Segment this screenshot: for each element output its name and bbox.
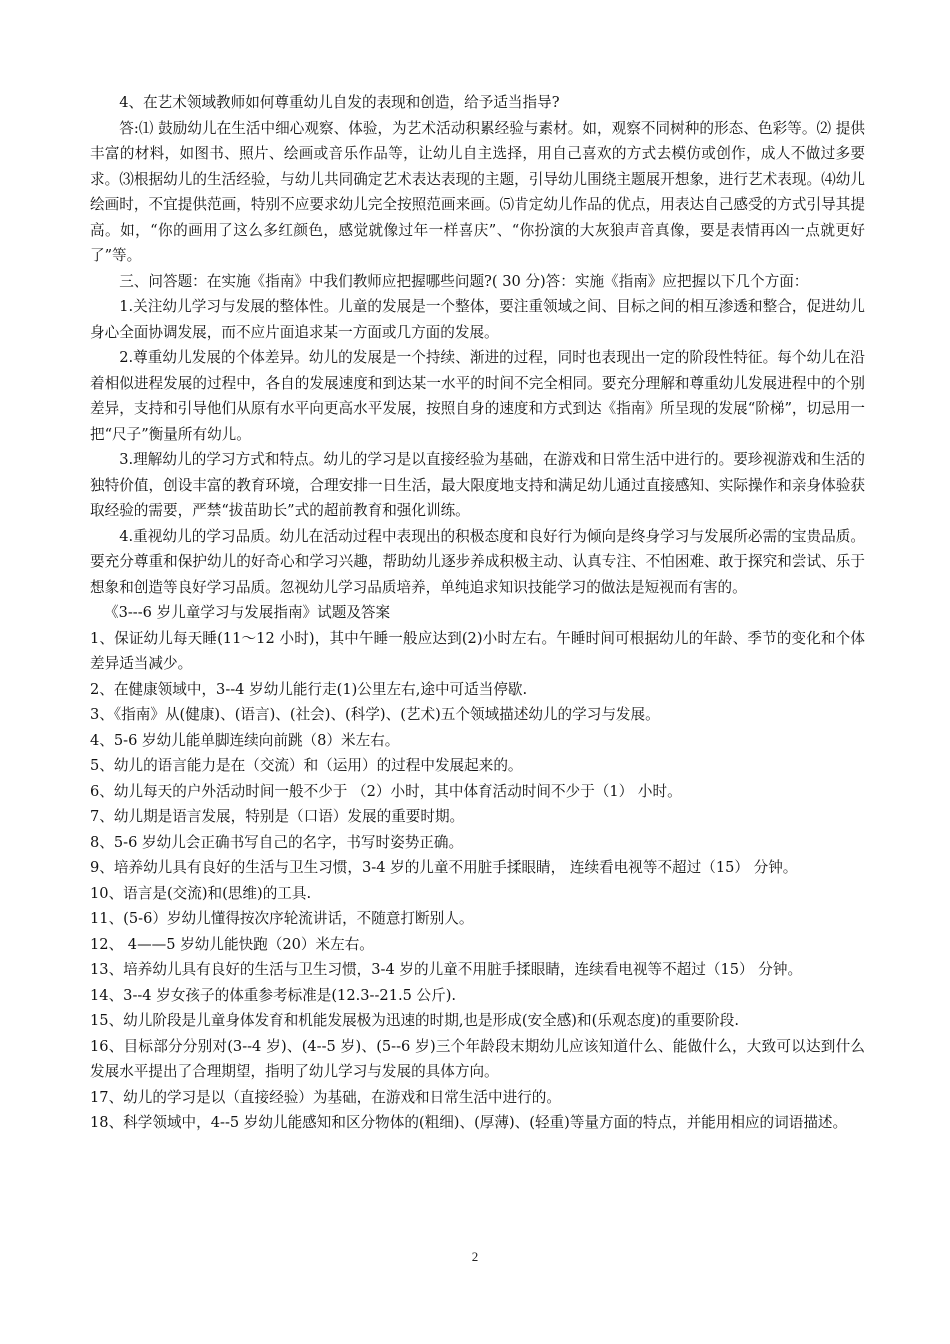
quiz-item: 5、幼儿的语言能力是在（交流）和（运用）的过程中发展起来的。 (90, 757, 523, 774)
section3-point: 4.重视幼儿的学习品质。幼儿在活动过程中表现出的积极态度和良好行为倾向是终身学习与发展所必需的宝贵品质。要充分尊重和保护幼儿的好奇心和学习兴趣，帮助幼儿逐步养成积极主动、认真专注、不怕困难、敢于探究和尝试、乐于想象和创造等良好学习品质。忽视幼儿学习品质培养，单纯追求知识技能学习的做法是短视而有害的。 (90, 527, 865, 596)
section3-point: 2.尊重幼儿发展的个体差异。幼儿的发展是一个持续、渐进的过程，同时也表现出一定的阶段性特征。每个幼儿在沿着相似进程发展的过程中，各自的发展速度和到达某一水平的时间不完全相同。要充分理解和尊重幼儿发展进程中的个别差异，支持和引导他们从原有水平向更高水平发展，按照自身的速度和方式到达《指南》所呈现的发展“阶梯”，切忌用一把“尺子”衡量所有幼儿。 (90, 349, 865, 443)
quiz-item: 2、在健康领域中，3--4 岁幼儿能行走(1)公里左右,途中可适当停歇. (90, 680, 528, 698)
quiz-item: 14、3--4 岁女孩子的体重参考标准是(12.3--21.5 公斤). (90, 986, 457, 1004)
quiz-item: 4、5-6 岁幼儿能单脚连续向前跳（8）米左右。 (90, 731, 400, 749)
q4-question: 4、在艺术领域教师如何尊重幼儿自发的表现和创造，给予适当指导? (119, 94, 560, 111)
quiz-item: 16、目标部分分别对(3--4 岁)、(4--5 岁)、(5--6 岁)三个年龄段末期幼儿应该知道什么、能做什么，大致可以达到什么发展水平提出了合理期望，指明了幼儿学习与发展的具体方向。 (90, 1037, 865, 1080)
quiz-item: 9、培养幼儿具有良好的生活与卫生习惯，3-4 岁的儿童不用脏手揉眼睛， 连续看电视等不超过（15） 分钟。 (90, 859, 798, 876)
section3-point: 1.关注幼儿学习与发展的整体性。儿童的发展是一个整体，要注重领域之间、目标之间的相互渗透和整合，促进幼儿身心全面协调发展，而不应片面追求某一方面或几方面的发展。 (90, 298, 865, 341)
quiz-item: 15、幼儿阶段是儿童身体发育和机能发展极为迅速的时期,也是形成(安全感)和(乐观态度)的重要阶段. (90, 1012, 739, 1029)
quiz-item: 12、 4——5 岁幼儿能快跑（20）米左右。 (90, 935, 374, 953)
quiz-item: 3、《指南》从(健康)、(语言)、(社会)、(科学)、(艺术)五个领域描述幼儿的学习与发展。 (90, 706, 660, 723)
quiz-item: 10、语言是(交流)和(思维)的工具. (90, 884, 312, 902)
quiz-item: 17、幼儿的学习是以（直接经验）为基础，在游戏和日常生活中进行的。 (90, 1088, 561, 1106)
section3-point: 3.理解幼儿的学习方式和特点。幼儿的学习是以直接经验为基础，在游戏和日常生活中进行的。要珍视游戏和生活的独特价值，创设丰富的教育环境，合理安排一日生活，最大限度地支持和满足幼儿通过直接感知、实际操作和亲身体验获取经验的需要，严禁“拔苗助长”式的超前教育和强化训练。 (90, 451, 865, 519)
quiz-item: 18、科学领域中，4--5 岁幼儿能感知和区分物体的(粗细)、(厚薄)、(轻重)等量方面的特点，并能用相应的词语描述。 (90, 1114, 848, 1131)
quiz-item: 6、幼儿每天的户外活动时间一般不少于 （2）小时，其中体育活动时间不少于（1） 小时。 (90, 782, 682, 800)
quiz-item: 11、(5-6）岁幼儿懂得按次序轮流讲话，不随意打断别人。 (90, 910, 474, 927)
page-number: 2 (471, 1249, 479, 1264)
quiz-item: 7、幼儿期是语言发展，特别是（口语）发展的重要时期。 (90, 808, 465, 825)
document-page (90, 90, 865, 1136)
q4-answer: 答:⑴ 鼓励幼儿在生活中细心观察、体验，为艺术活动积累经验与素材。如，观察不同树种的形态、色彩等。⑵ 提供丰富的材料，如图书、照片、绘画或音乐作品等，让幼儿自主选择，用自己喜欢的方式去模仿或创作，成人不做过多要求。⑶根据幼儿的生活经验，与幼儿共同确定艺术表达表现的主题，引导幼儿围绕主题展开想象，进行艺术表现。⑷幼儿绘画时，不宜提供范画，特别不应要求幼儿完全按照范画来画。⑸肯定幼儿作品的优点，用表达自己感受的方式引导其提高。如，“你的画用了这么多红颜色，感觉就像过年一样喜庆”、“你扮演的大灰狼声音真像，要是表情再凶一点就更好了”等。 (90, 119, 865, 264)
quiz-item: 13、培养幼儿具有良好的生活与卫生习惯，3-4 岁的儿童不用脏手揉眼睛，连续看电视等不超过（15） 分钟。 (90, 961, 803, 978)
quiz-item: 8、5-6 岁幼儿会正确书写自己的名字，书写时姿势正确。 (90, 833, 464, 851)
quiz-item: 1、保证幼儿每天睡(11～12 小时)，其中午睡一般应达到(2)小时左右。午睡时间可根据幼儿的年龄、季节的变化和个体差异适当减少。 (90, 629, 865, 672)
section3-heading: 三、问答题：在实施《指南》中我们教师应把握哪些问题?( 30 分)答：实施《指南》应把握以下几个方面： (119, 272, 809, 290)
quiz-title: 《3---6 岁儿童学习与发展指南》试题及答案 (104, 604, 391, 621)
